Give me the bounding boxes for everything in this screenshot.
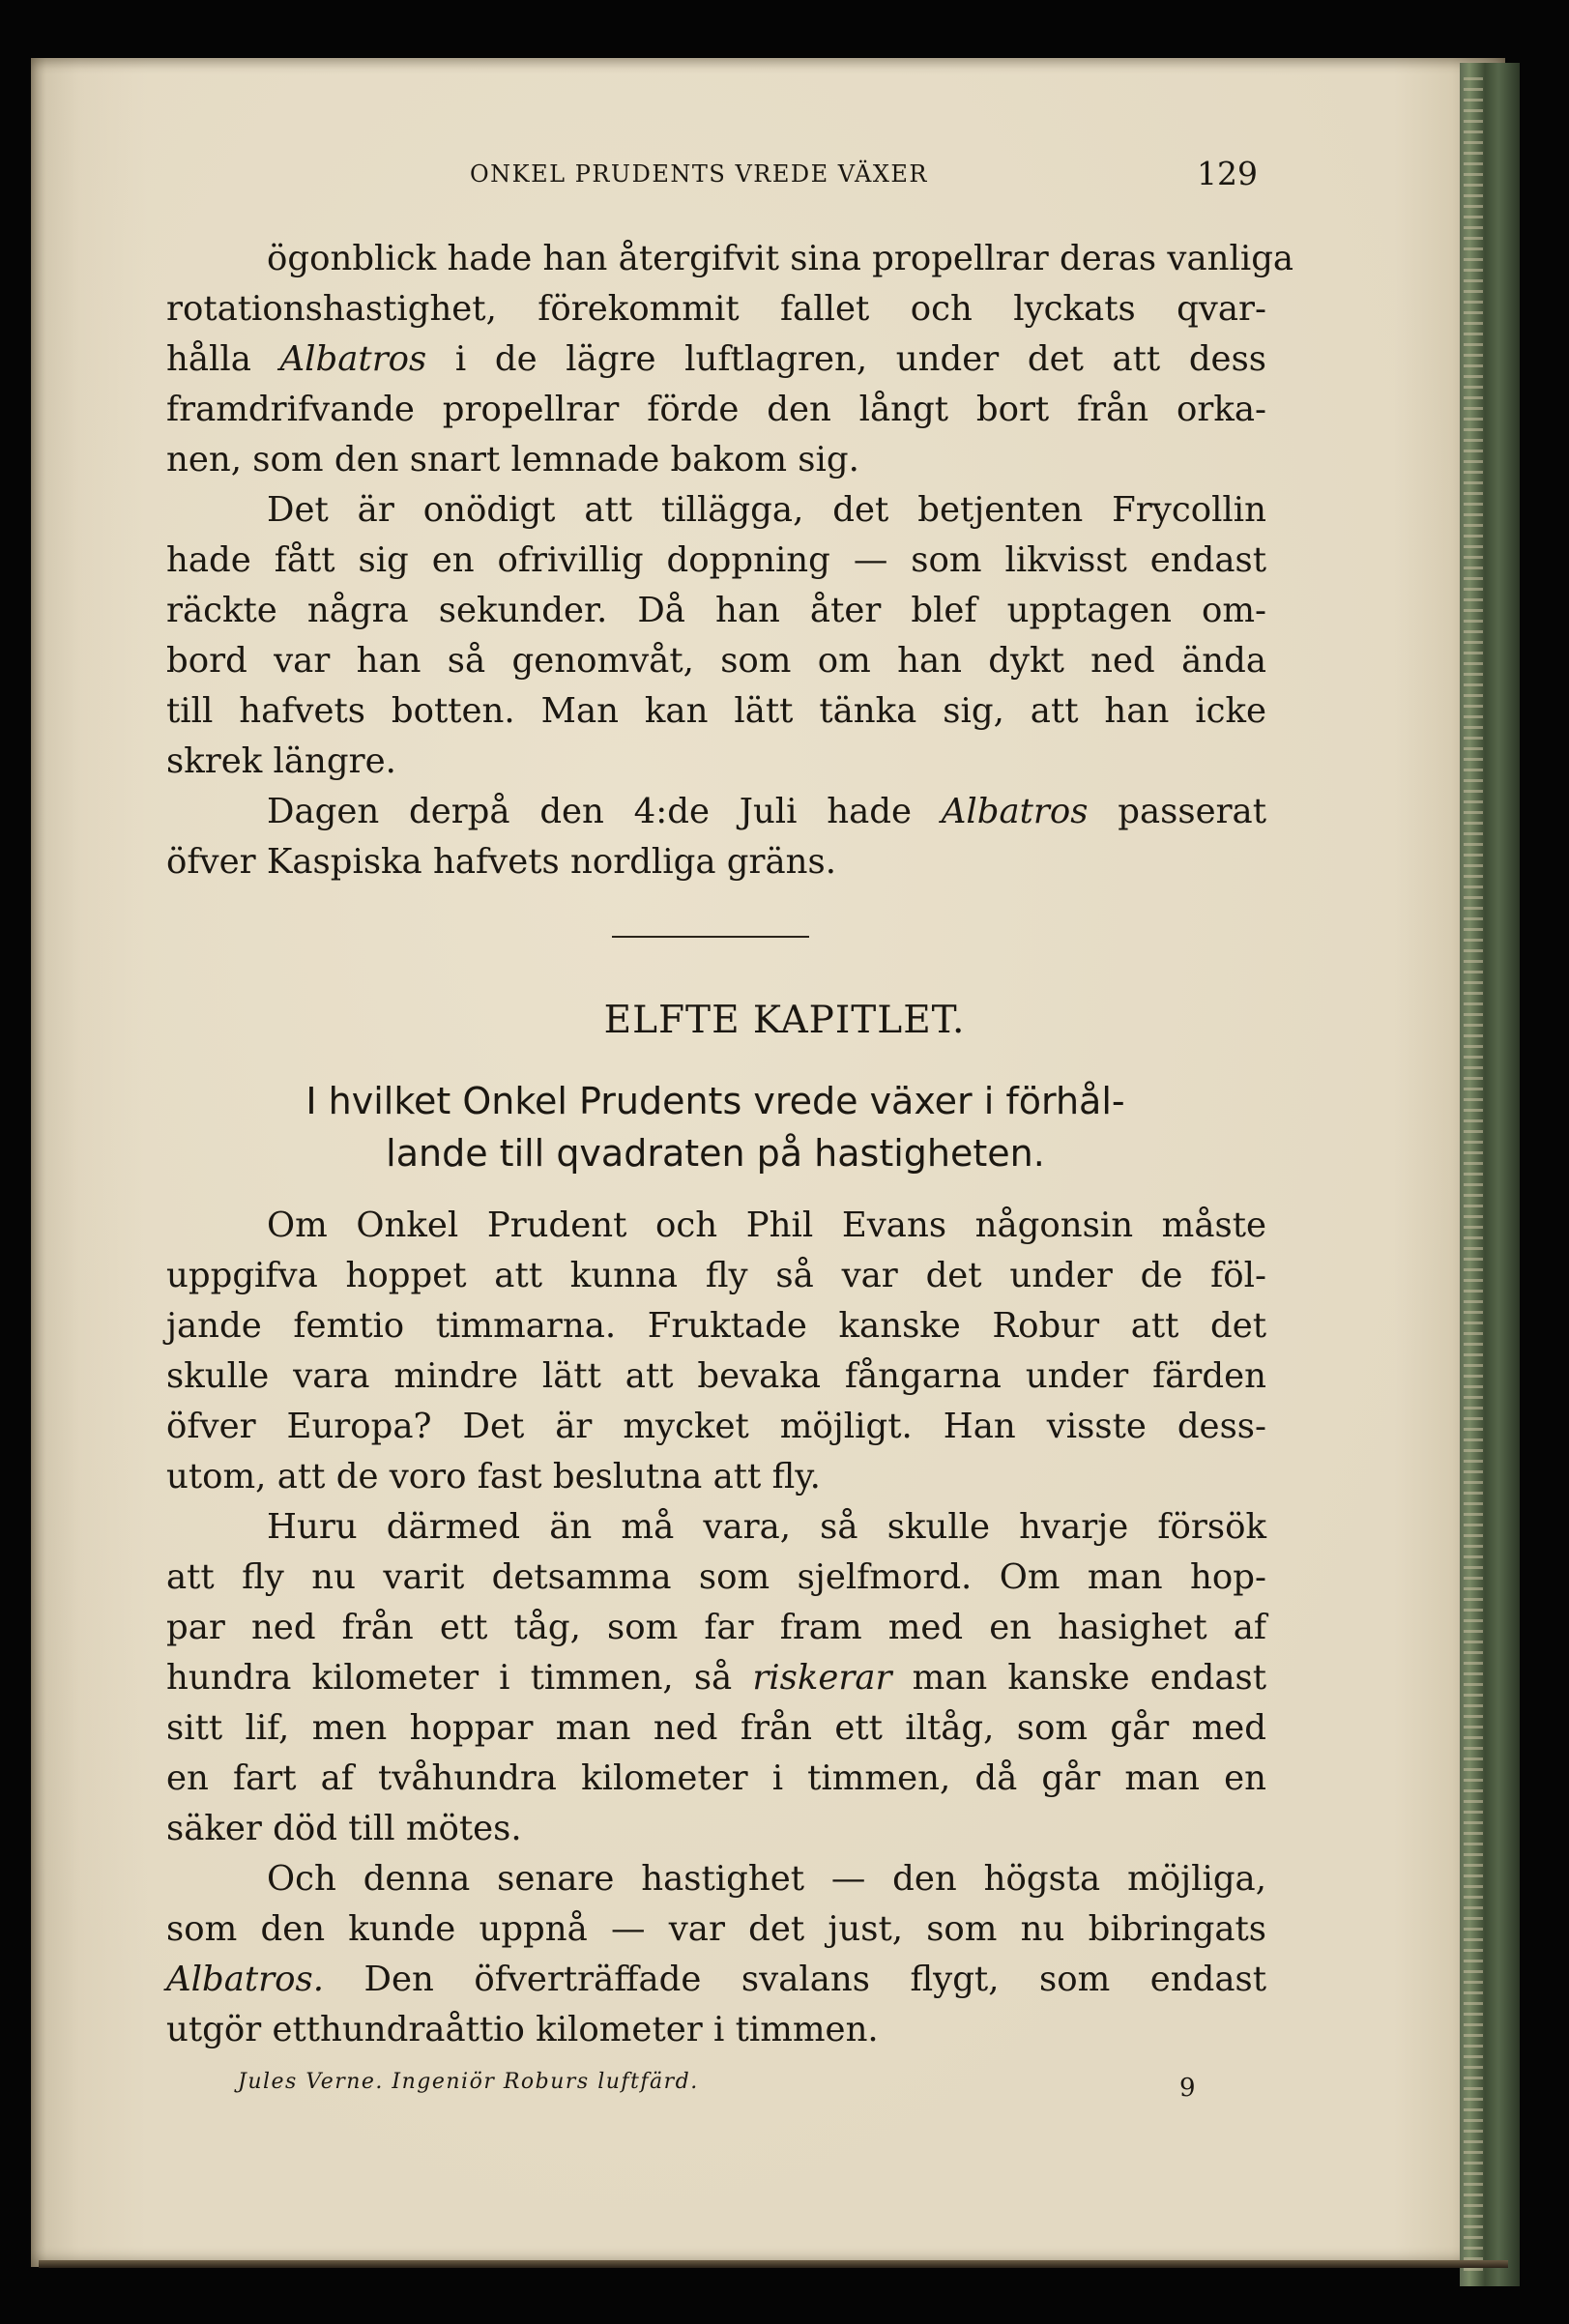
chapter-subtitle-line: I hvilket Onkel Prudents vrede växer i förhål- xyxy=(305,1080,1125,1122)
text-line xyxy=(166,737,1266,787)
text-line xyxy=(166,2005,1266,2055)
text-line xyxy=(166,1703,1266,1754)
text-block-before-chapter xyxy=(166,234,1294,887)
text-line xyxy=(166,284,1266,334)
text-run: säker död till mötes. xyxy=(166,1809,522,1848)
text-block-after-chapter xyxy=(166,1201,1266,2055)
italic-text-run: Albatros. xyxy=(166,1960,324,1999)
paragraph xyxy=(166,234,1294,485)
text-run: Den öfverträffade svalans flygt, som endast xyxy=(324,1960,1266,1999)
text-run: Det är onödigt att tillägga, det betjenten Frycollin xyxy=(267,490,1266,530)
text-line xyxy=(166,334,1266,385)
text-line xyxy=(166,385,1266,435)
text-line xyxy=(166,636,1266,686)
chapter-subtitle xyxy=(145,1075,1286,1179)
text-run: att fly nu varit detsamma som sjelfmord. Om man hop- xyxy=(166,1557,1266,1597)
text-run: nen, som den snart lemnade bakom sig. xyxy=(166,440,859,479)
text-line xyxy=(166,435,1266,485)
text-line xyxy=(166,1402,1266,1452)
text-line xyxy=(166,1804,1266,1854)
text-run: utom, att de voro fast beslutna att fly. xyxy=(166,1457,821,1496)
footer-signature: Jules Verne. Ingeniör Roburs luftfärd. xyxy=(238,2070,699,2094)
page-footer xyxy=(0,2062,1569,2105)
text-run: hålla xyxy=(166,339,280,379)
text-run: utgör etthundraåttio kilometer i timmen. xyxy=(166,2010,879,2049)
paragraph xyxy=(166,485,1266,787)
text-line xyxy=(166,686,1266,737)
paragraph xyxy=(166,1854,1266,2055)
text-run: öfver Kaspiska hafvets nordliga gräns. xyxy=(166,842,837,882)
text-line xyxy=(166,1955,1266,2005)
text-line xyxy=(166,1603,1266,1653)
chapter-heading: ELFTE KAPITLET. xyxy=(603,999,966,1042)
text-run: ögonblick hade han återgifvit sina propellrar deras vanliga xyxy=(267,239,1294,278)
text-run: hade fått sig en ofrivillig doppning — som likvisst endast xyxy=(166,540,1266,580)
text-line xyxy=(166,1754,1266,1804)
text-line xyxy=(166,787,1266,837)
text-line xyxy=(166,1351,1266,1402)
text-run: bord var han så genomvåt, som om han dykt ned ända xyxy=(166,641,1266,681)
text-run: skrek längre. xyxy=(166,741,396,781)
italic-text-run: Albatros xyxy=(941,792,1089,831)
italic-text-run: riskerar xyxy=(752,1658,892,1698)
text-run: sitt lif, men hoppar man ned från ett iltåg, som går med xyxy=(166,1708,1266,1748)
paragraph xyxy=(166,1201,1266,1502)
text-run: Dagen derpå den 4:de Juli hade xyxy=(267,792,942,831)
text-run: som den kunde uppnå — var det just, som nu bibringats xyxy=(166,1909,1266,1949)
paragraph xyxy=(166,1502,1266,1854)
text-line xyxy=(166,837,1266,887)
text-run: jande femtio timmarna. Fruktade kanske Robur att det xyxy=(166,1306,1266,1346)
text-line xyxy=(166,1653,1266,1703)
text-line xyxy=(166,1452,1266,1502)
text-run: en fart af tvåhundra kilometer i timmen, då går man en xyxy=(166,1758,1266,1798)
text-line xyxy=(166,1201,1266,1251)
text-run: par ned från ett tåg, som far fram med en hasighet af xyxy=(166,1608,1266,1647)
section-divider-rule xyxy=(612,936,809,938)
text-run: framdrifvande propellrar förde den långt bort från orka- xyxy=(166,390,1266,429)
text-run: uppgifva hoppet att kunna fly så var det under de föl- xyxy=(166,1256,1266,1295)
text-line xyxy=(166,586,1266,636)
text-run: Om Onkel Prudent och Phil Evans någonsin måste xyxy=(267,1206,1266,1245)
text-line xyxy=(166,1904,1266,1955)
page-number: 129 xyxy=(1197,155,1258,192)
text-line xyxy=(166,1301,1266,1351)
text-run: Huru därmed än må vara, så skulle hvarje försök xyxy=(267,1507,1266,1547)
text-line xyxy=(166,1553,1266,1603)
text-run: i de lägre luftlagren, under det att dess xyxy=(426,339,1267,379)
text-line xyxy=(166,1251,1266,1301)
text-run: Och denna senare hastighet — den högsta möjliga, xyxy=(267,1859,1266,1899)
binding-thread-edge xyxy=(1464,77,1483,2272)
text-line xyxy=(166,485,1266,536)
italic-text-run: Albatros xyxy=(279,339,427,379)
running-head-title: ONKEL PRUDENTS VREDE VÄXER xyxy=(470,160,928,188)
paragraph xyxy=(166,787,1266,887)
text-run: passerat xyxy=(1088,792,1266,831)
text-run: räckte några sekunder. Då han åter blef upptagen om- xyxy=(166,591,1266,630)
chapter-subtitle-line: lande till qvadraten på hastigheten. xyxy=(386,1132,1045,1175)
text-run: till hafvets botten. Man kan lätt tänka sig, att han icke xyxy=(166,691,1266,731)
text-line xyxy=(166,234,1294,284)
text-run: hundra kilometer i timmen, så xyxy=(166,1658,753,1698)
text-line xyxy=(166,536,1266,586)
text-run: skulle vara mindre lätt att bevaka fångarna under färden xyxy=(166,1356,1266,1396)
page-bottom-edge xyxy=(39,2260,1508,2268)
text-run: öfver Europa? Det är mycket möjligt. Han visste dess- xyxy=(166,1407,1266,1446)
running-head xyxy=(0,155,1569,201)
text-run: rotationshastighet, förekommit fallet och lyckats qvar- xyxy=(166,289,1266,329)
text-line xyxy=(166,1502,1266,1553)
text-line xyxy=(166,1854,1266,1904)
footer-sheet-number: 9 xyxy=(1179,2074,1196,2103)
text-run: man kanske endast xyxy=(891,1658,1267,1698)
